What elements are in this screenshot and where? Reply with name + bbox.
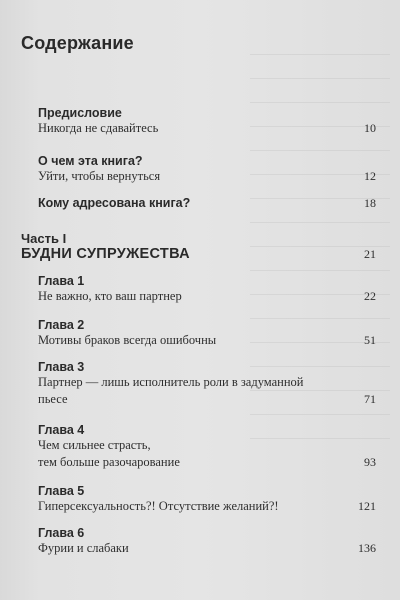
toc-title: Содержание [21,33,134,53]
entry-page-number: 12 [364,169,376,183]
part-title: БУДНИ СУПРУЖЕСТВА [21,246,190,262]
chapter-title-line1: Партнер — лишь исполнитель роли в задуманной [38,375,304,389]
chapter-title-line2: тем больше разочарование [38,455,180,469]
toc-chapter-3[interactable] [38,360,376,408]
chapter-heading: Глава 1 [38,274,85,288]
chapter-title: Фурии и слабаки [38,541,129,555]
entry-page-number: 121 [358,499,376,513]
entry-page-number: 10 [364,121,376,135]
toc-entry-preface[interactable] [38,106,376,137]
entry-heading: О чем эта книга? [38,154,143,168]
toc-chapter-2[interactable] [38,318,376,349]
toc-chapter-6[interactable] [38,526,376,557]
chapter-heading: Глава 2 [38,318,85,332]
entry-subtitle: Никогда не сдавайтесь [38,121,159,135]
toc-entry-about-book[interactable] [38,154,376,185]
entry-subtitle: Уйти, чтобы вернуться [38,169,161,183]
toc-chapter-5[interactable] [38,484,376,515]
entry-heading: Предисловие [38,106,122,120]
chapter-title: Мотивы браков всегда ошибочны [38,333,217,347]
chapter-heading: Глава 5 [38,484,85,498]
entry-page-number: 22 [364,289,376,303]
chapter-heading: Глава 4 [38,423,85,437]
toc-entry-audience[interactable] [38,196,376,211]
chapter-title-line2: пьесе [38,392,68,406]
entry-page-number: 93 [364,455,376,469]
chapter-heading: Глава 3 [38,360,85,374]
toc-chapter-1[interactable] [38,274,376,305]
toc-part-1[interactable] [21,231,376,262]
chapter-title-line1: Чем сильнее страсть, [38,438,151,452]
entry-heading: Кому адресована книга? [38,196,191,210]
toc-chapter-4[interactable] [38,423,376,471]
entry-page-number: 18 [364,196,376,210]
part-label: Часть I [21,231,67,246]
chapter-title: Не важно, кто ваш партнер [38,289,182,303]
entry-page-number: 71 [364,392,376,406]
entry-page-number: 136 [358,541,376,555]
chapter-title: Гиперсексуальность?! Отсутствие желаний?! [38,499,279,513]
entry-page-number: 21 [364,247,376,261]
chapter-heading: Глава 6 [38,526,85,540]
entry-page-number: 51 [364,333,376,347]
